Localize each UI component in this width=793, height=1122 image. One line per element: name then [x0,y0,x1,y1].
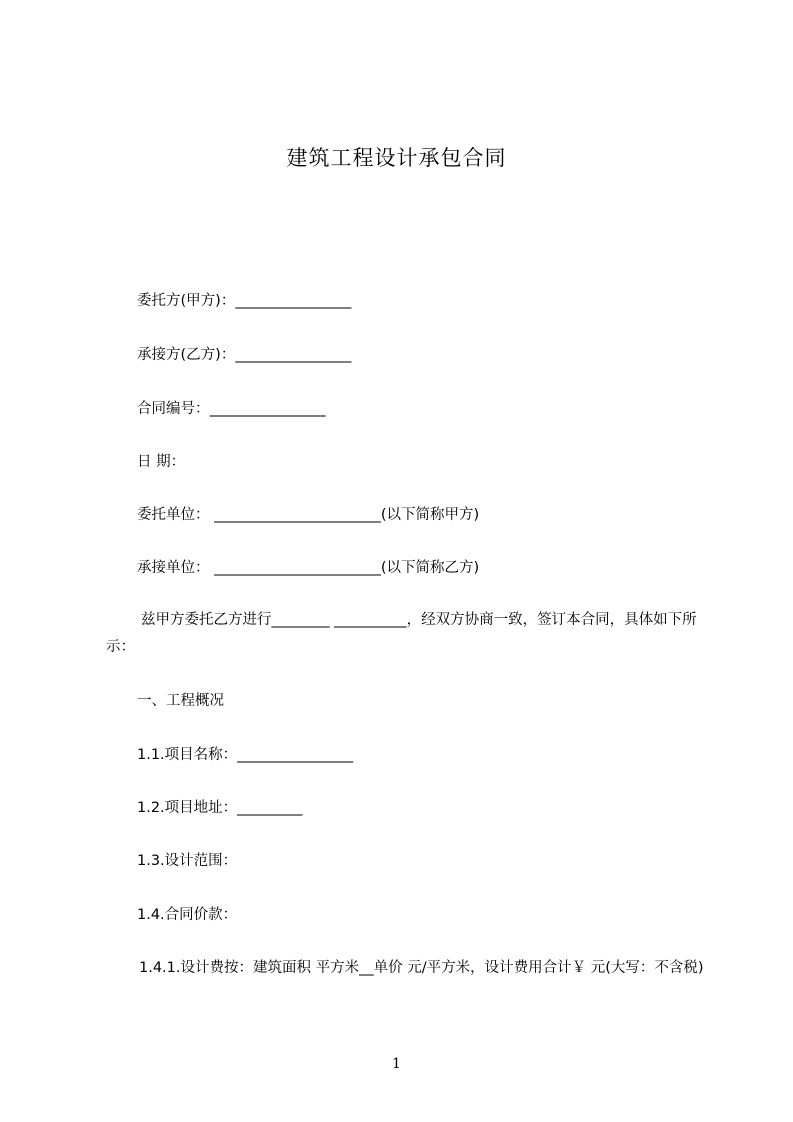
item-1-3-design-scope: 1.3.设计范围： [137,853,238,869]
item-1-2-project-address: 1.2.项目地址：_________ [137,800,303,816]
item-1-4-1-design-fee: 1.4.1.设计费按：建筑面积 平方米__单价 元/平方米，设计费用合计￥ 元(大写：不含税) [139,960,704,976]
client-unit-field: 委托单位： _______________________(以下简称甲方) [137,507,480,523]
date-field: 日 期： [137,454,186,470]
document-title: 建筑工程设计承包合同 [286,146,507,170]
section-1-heading: 一、工程概况 [137,693,224,709]
contract-number-field: 合同编号：________________ [137,401,326,417]
contractor-unit-field: 承接单位： _______________________(以下简称乙方) [137,560,480,576]
intro-paragraph: 兹甲方委托乙方进行________ __________，经双方协商一致，签订本合同，具体如下所示： [106,612,697,655]
item-1-1-project-name: 1.1.项目名称：________________ [137,747,354,763]
client-field: 委托方(甲方)：________________ [137,293,352,309]
page-number: 1 [392,1056,401,1072]
item-1-4-contract-price: 1.4.合同价款： [137,907,238,923]
contractor-field: 承接方(乙方)：________________ [137,347,352,363]
